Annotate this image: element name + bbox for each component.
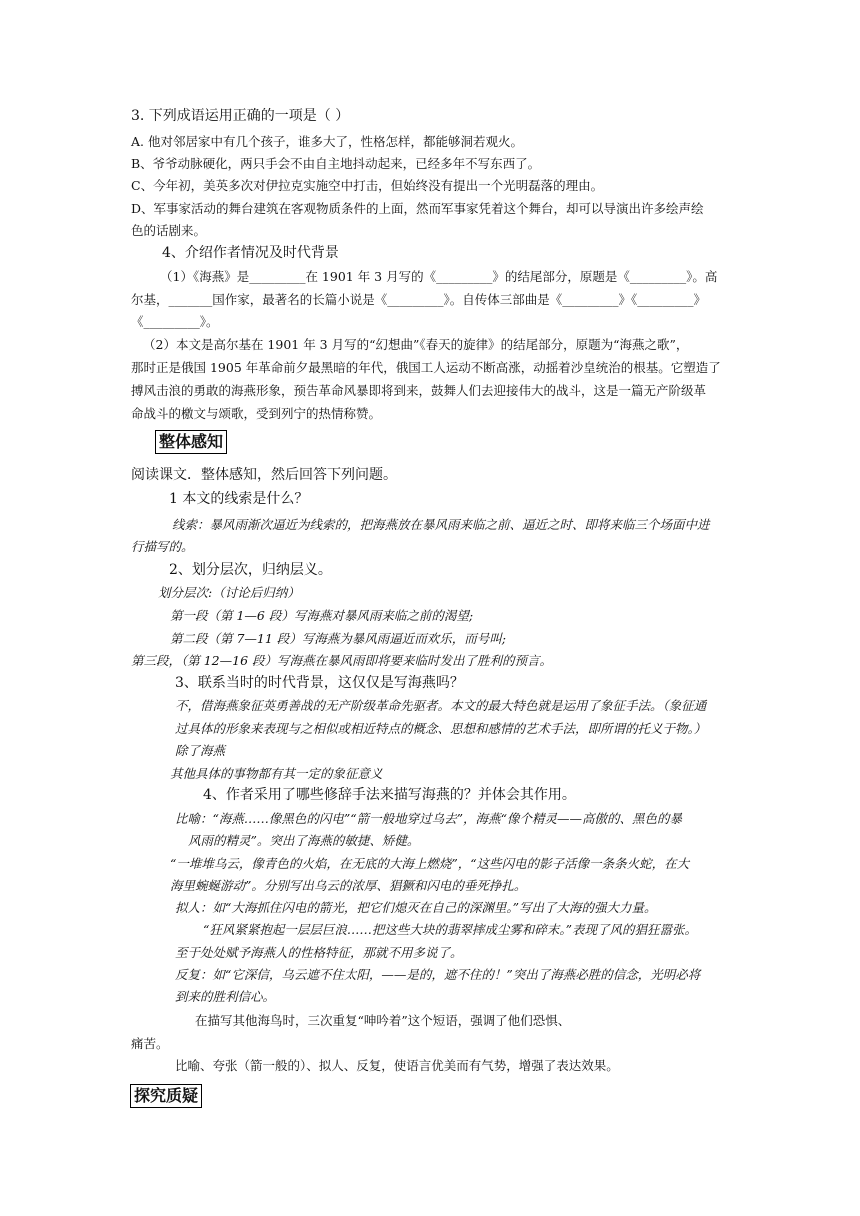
section1-q1: 1 本文的线索是什么？ [169,491,309,507]
q4-p2-line2: 那时正是俄国 1905 年革命前夕最黑暗的年代，俄国工人运动不断高涨，动摇着沙皇统治的根基。它塑造了 [131,360,721,375]
q4-p2-line4: 命战斗的檄文与颂歌，受到列宁的热情称赞。 [131,406,382,421]
section1-a1-line2: 行描写的。 [131,539,194,554]
q4-p2-line3: 搏风击浪的勇敢的海燕形象，预告革命风暴即将到来，鼓舞人们去迎接伟大的战斗，这是一篇无产阶级革 [131,383,707,398]
section1-a4-line11: 痛苦。 [131,1036,169,1051]
q3-option-b: B、爷爷动脉硬化，两只手会不由自主地抖动起来，已经多年不写东西了。 [131,156,541,171]
section1-a3-line2: 过具体的形象来表现与之相似或相近特点的概念、思想和感情的艺术手法，即所谓的托义于物。） [175,721,707,736]
section1-a4-line2: 风雨的精灵”。突出了海燕的敏捷、矫健。 [188,833,420,848]
section1-a4-line9: 到来的胜利信心。 [175,989,276,1004]
q3-stem: 3. 下列成语运用正确的一项是（ ） [131,108,350,124]
q4-p1-line3: 《_________》。 [131,314,219,329]
section1-a3-line4: 其他具体的事物都有其一定的象征意义 [170,766,383,781]
section1-a4-line5: 拟人：如“大海抓住闪电的箭光，把它们熄灭在自己的深渊里。”写出了大海的强大力量。 [175,900,657,915]
section1-q3: 3、联系当时的时代背景，这仅仅是写海燕吗？ [175,675,464,691]
section1-a4-line7: 至于处处赋予海燕人的性格特征，那就不用多说了。 [175,945,463,960]
section1-a4-line6: “狂风紧紧抱起一层层巨浪……把这些大块的翡翠摔成尘雾和碎末。”表现了风的猖狂嚣张。 [203,922,698,937]
q3-option-d-line2: 色的话剧来。 [131,223,207,238]
section1-a4-line1: 比喻：“海燕……像黑色的闪电”“箭一般地穿过乌去”，海燕“像个精灵——高傲的、黑色的暴 [175,811,682,826]
section1-a3-line3: 除了海燕 [175,743,226,758]
section1-a4-line8: 反复：如“它深信，乌云遮不住太阳，——是的，遮不住的！”突出了海燕必胜的信念，光明必将 [175,967,701,982]
section1-a4-line4: 海里蜿蜒游动”。分别写出乌云的浓厚、猖獗和闪电的垂死挣扎。 [170,878,527,893]
section1-a1-line1: 线索：暴风雨渐次逼近为线索的，把海燕放在暴风雨来临之前、逼近之时、即将来临三个场面中进 [172,517,710,532]
q3-option-a: A. 他对邻居家中有几个孩子，谁多大了，性格怎样，都能够洞若观火。 [131,134,523,149]
q3-option-d-line1: D、军事家活动的舞台建筑在客观物质条件的上面，然而军事家凭着这个舞台，却可以导演出许多绘声绘 [131,201,704,216]
section1-intro: 阅读课文．整体感知，然后回答下列问题。 [131,467,397,483]
section1-a2-line2: 第一段（第 1—6 段）写海燕对暴风雨来临之前的渴望; [170,608,474,623]
section1-a2-line3: 第二段（第 7—11 段）写海燕为暴风雨逼近而欢乐，而号叫; [170,631,507,646]
section1-a3-line1: 不，借海燕象征英勇善战的无产阶级革命先驱者。本文的最大特色就是运用了象征手法。（象征通 [175,698,707,713]
q3-option-c: C、今年初，美英多次对伊拉克实施空中打击，但始终没有提出一个光明磊落的理由。 [131,178,604,193]
section1-q2: 2、划分层次，归纳层义。 [169,562,332,578]
q4-title: 4、介绍作者情况及时代背景 [162,245,339,261]
q4-p1-line1: （1）《海燕》是_________在 1901 年 3 月写的《_________》的结尾部分，原题是《_________》。高 [160,269,718,284]
section-heading-overall: 整体感知 [155,430,227,454]
q4-p2-line1: （2）本文是高尔基在 1901 年 3 月写的“幻想曲”《春天的旋律》的结尾部分，原题为“海燕之歌”， [143,337,689,352]
section1-a4-line3: “一堆堆乌云，像青色的火焰，在无底的大海上燃烧”，“这些闪电的影子活像一条条火蛇，在大 [170,856,690,871]
section1-a4-line12: 比喻、夸张（箭一般的）、拟人、反复，使语言优美而有气势，增强了表达效果。 [175,1058,619,1073]
section1-a2-line4: 第三段，（第 12—16 段）写海燕在暴风雨即将要来临时发出了胜利的预言。 [131,653,553,668]
section-heading-inquiry: 探究质疑 [130,1084,202,1108]
section1-q4: 4、作者采用了哪些修辞手法来描写海燕的？并体会其作用。 [203,787,576,803]
section1-a2-line1: 划分层次:（讨论后归纳） [158,585,300,600]
section1-a4-line10: 在描写其他海鸟时，三次重复“呻吟着”这个短语，强调了他们恐惧、 [195,1013,571,1028]
q4-p1-line2: 尔基，_______国作家，最著名的长篇小说是《_________》。自传体三部曲是《_________》《_________》 [131,292,707,307]
